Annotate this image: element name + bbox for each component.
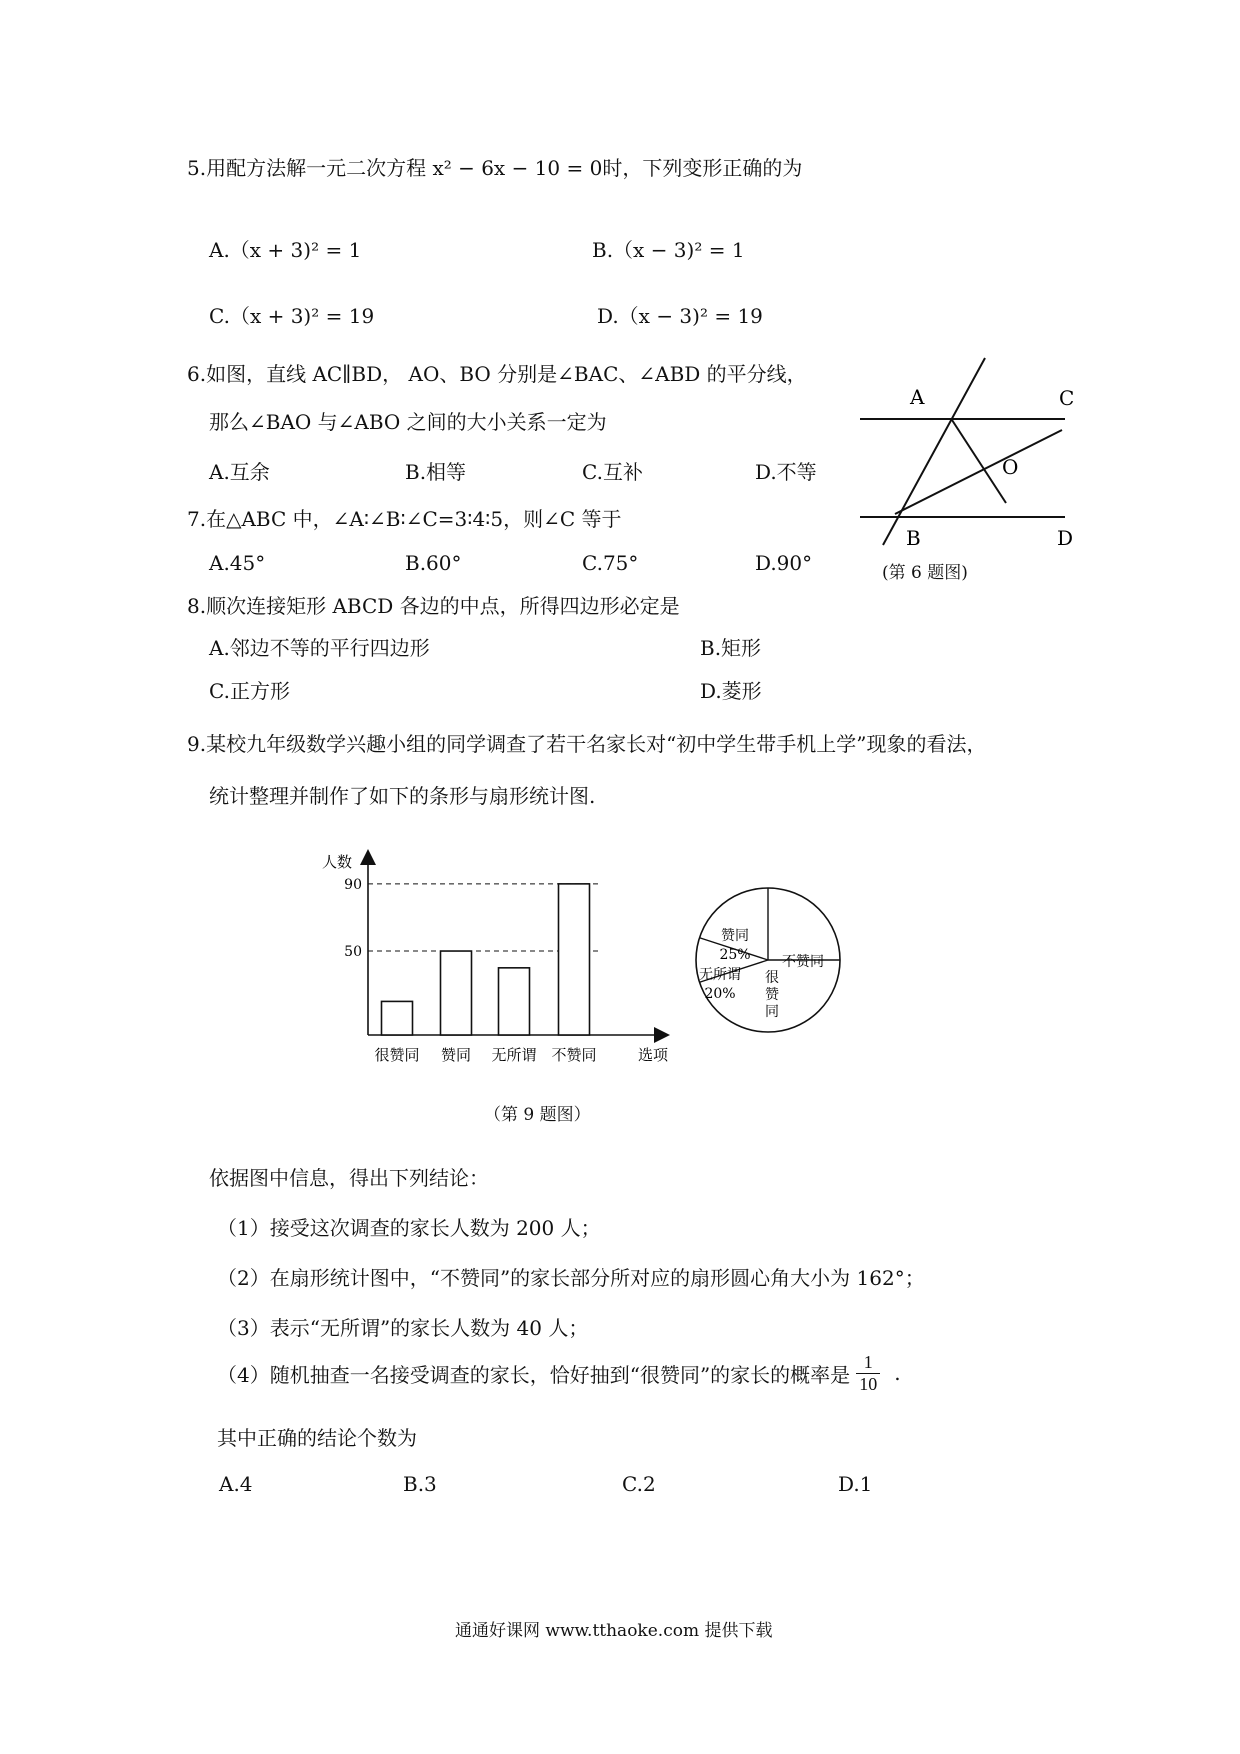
- q6-stem-line2: 那么∠BAO 与∠ABO 之间的大小关系一定为: [209, 410, 607, 434]
- point-label-b: B: [906, 526, 921, 550]
- q5-option-d: D.（x − 3)² = 19: [597, 304, 763, 328]
- q7-option-a: A.45°: [209, 551, 266, 575]
- q6-option-a: A.互余: [209, 460, 270, 484]
- q9-conclusion-4-end: .: [894, 1361, 901, 1386]
- fraction-numerator: 1: [856, 1352, 880, 1374]
- point-label-a: A: [910, 385, 925, 409]
- q8-option-c: C.正方形: [209, 679, 290, 703]
- bar-1: [441, 951, 472, 1035]
- q6-option-c: C.互补: [582, 460, 643, 484]
- q7-option-b: B.60°: [405, 551, 462, 575]
- pie-label-henzantong: [765, 970, 780, 1020]
- q8-stem: 8.顺次连接矩形 ABCD 各边的中点，所得四边形必定是: [187, 594, 680, 618]
- point-label-c: C: [1059, 386, 1075, 410]
- q9-conclusion-2: （2）在扇形统计图中，“不赞同”的家长部分所对应的扇形圆心角大小为 162°；: [217, 1266, 925, 1290]
- pie-label-zantong: 赞同: [721, 928, 749, 944]
- q7-stem: 7.在△ABC 中，∠A∶∠B∶∠C=3∶4∶5，则∠C 等于: [187, 507, 622, 531]
- pie-vertical-char: 很: [765, 970, 779, 986]
- pie-vertical-char: 赞: [765, 987, 779, 1003]
- bar-3: [559, 884, 590, 1035]
- page-footer: 通通好课网 www.tthaoke.com 提供下载: [455, 1621, 773, 1641]
- q9-question: 其中正确的结论个数为: [217, 1426, 417, 1450]
- q9-lead: 依据图中信息，得出下列结论：: [209, 1166, 489, 1190]
- y-axis-label: 人数: [322, 853, 353, 871]
- bar-2: [499, 968, 530, 1035]
- q9-conclusion-1: （1）接受这次调查的家长人数为 200 人；: [217, 1216, 601, 1240]
- q8-option-b: B.矩形: [700, 636, 762, 660]
- x-tick-label: 不赞同: [551, 1046, 597, 1064]
- q9-option-d: D.1: [838, 1472, 873, 1496]
- q6-geometry-figure: [850, 350, 1090, 590]
- point-label-o: O: [1002, 455, 1019, 479]
- pie-vertical-char: 同: [765, 1004, 779, 1020]
- x-axis-label: 选项: [638, 1046, 669, 1064]
- pie-pct-wusuowei: 20%: [704, 986, 736, 1002]
- q5-option-a: A.（x + 3)² = 1: [209, 238, 362, 262]
- fraction-denominator: 10: [859, 1373, 878, 1394]
- pie-label-buzantong: 不赞同: [782, 954, 824, 970]
- pie-pct-zantong: 25%: [719, 947, 751, 963]
- q9-stem-line2: 统计整理并制作了如下的条形与扇形统计图.: [209, 784, 596, 808]
- q9-conclusion-3: （3）表示“无所谓”的家长人数为 40 人；: [217, 1316, 589, 1340]
- pie-label-wusuowei: 无所谓: [699, 967, 741, 983]
- q9-bar-chart: [310, 845, 680, 1075]
- bar-0: [382, 1001, 413, 1035]
- q9-option-b: B.3: [403, 1472, 437, 1496]
- y-tick-label: 90: [344, 876, 362, 893]
- q5-option-b: B.（x − 3)² = 1: [592, 238, 745, 262]
- q7-option-d: D.90°: [755, 551, 813, 575]
- q7-option-c: C.75°: [582, 551, 639, 575]
- q9-conclusion-4: （4）随机抽查一名接受调查的家长，恰好抽到“很赞同”的家长的概率是: [217, 1362, 851, 1387]
- x-tick-label: 很赞同: [374, 1046, 420, 1064]
- q9-option-a: A.4: [219, 1472, 253, 1496]
- q9-figure-caption: （第 9 题图）: [484, 1105, 591, 1125]
- q6-figure-caption: (第 6 题图): [882, 563, 968, 583]
- q9-stem-line1: 9.某校九年级数学兴趣小组的同学调查了若干名家长对“初中学生带手机上学”现象的看法，: [187, 732, 987, 756]
- point-label-d: D: [1057, 526, 1074, 550]
- bisector-bo: [895, 430, 1062, 514]
- q6-stem-line1: 6.如图，直线 AC∥BD， AO、BO 分别是∠BAC、∠ABD 的平分线，: [187, 362, 807, 386]
- x-tick-label: 赞同: [440, 1046, 472, 1064]
- q8-option-d: D.菱形: [700, 679, 762, 703]
- q6-option-d: D.不等: [755, 460, 817, 484]
- q9-pie-chart: [688, 880, 848, 1040]
- probability-fraction: [856, 1352, 880, 1394]
- y-tick-label: 50: [344, 944, 362, 961]
- q9-option-c: C.2: [622, 1472, 656, 1496]
- q5-option-c: C.（x + 3)² = 19: [209, 304, 375, 328]
- q5-stem: 5.用配方法解一元二次方程 x² − 6x − 10 = 0时，下列变形正确的为: [187, 156, 803, 180]
- q8-option-a: A.邻边不等的平行四边形: [209, 636, 430, 660]
- x-tick-label: 无所谓: [491, 1046, 537, 1064]
- q6-option-b: B.相等: [405, 460, 467, 484]
- q9-conclusion-4-row: [217, 1352, 901, 1394]
